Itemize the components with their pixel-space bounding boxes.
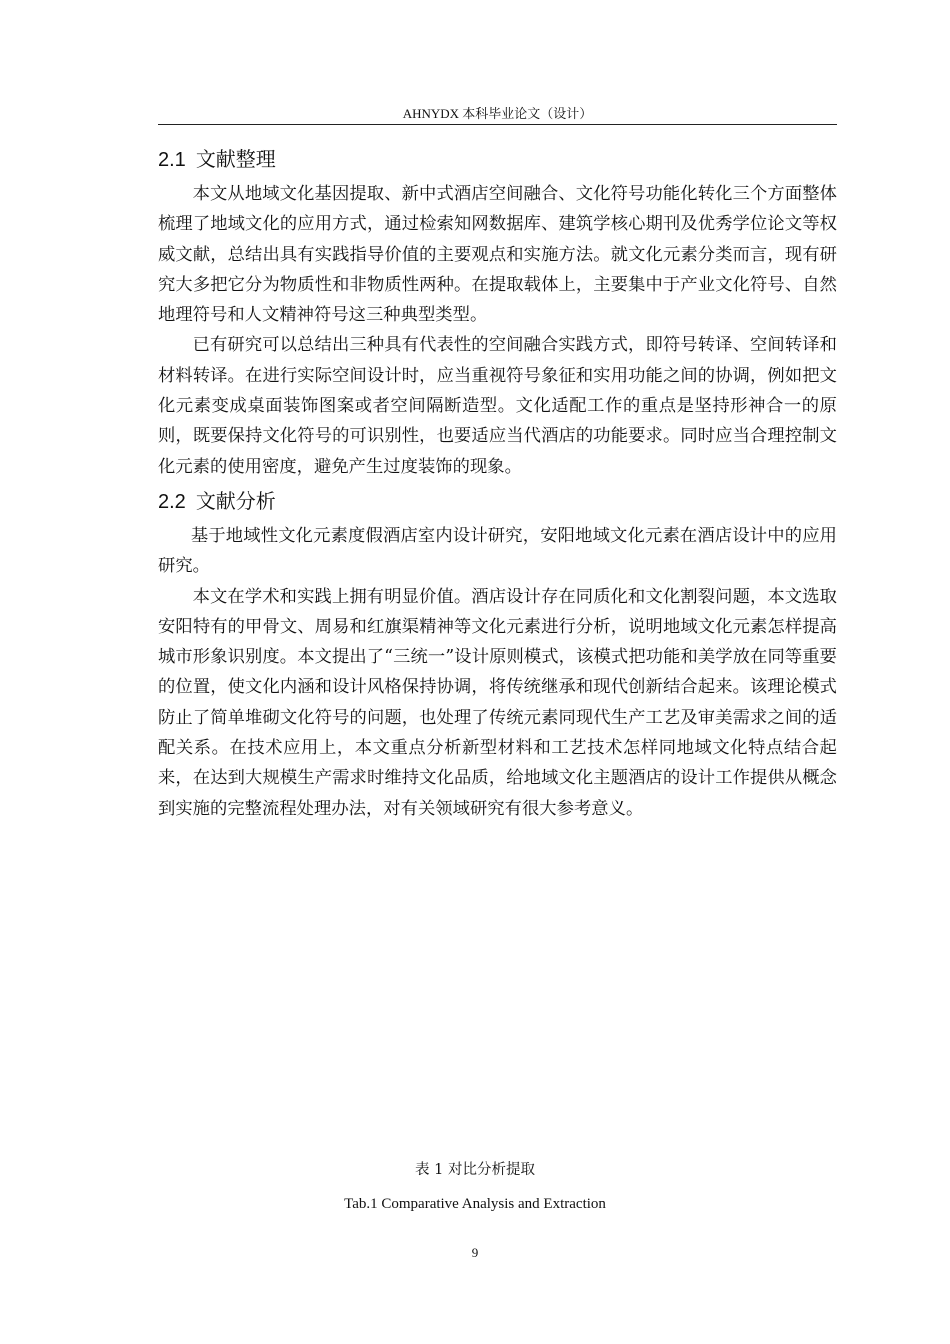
table-caption-chinese: 表 1 对比分析提取 [415, 1162, 535, 1178]
document-body [158, 140, 837, 824]
paragraph: 本文在学术和实践上拥有明显价值。酒店设计存在同质化和文化割裂问题，本文选取安阳特有的甲骨文、周易和红旗渠精神等文化元素进行分析，说明地域文化元素怎样提高城市形象识别度。本文提出了“三统一”设计原则模式，该模式把功能和美学放在同等重要的位置，使文化内涵和设计风格保持协调，将传统继承和现代创新结合起来。该理论模式防止了简单堆砌文化符号的问题，也处理了传统元素同现代生产工艺及审美需求之间的适配关系。在技术应用上，本文重点分析新型材料和工艺技术怎样同地域文化特点结合起来，在达到大规模生产需求时维持文化品质，给地域文化主题酒店的设计工作提供从概念到实施的完整流程处理办法，对有关领域研究有很大参考意义。 [158, 586, 837, 819]
running-header: AHNYDX 本科毕业论文（设计） [402, 106, 593, 121]
section-number: 2.2 [158, 490, 186, 513]
paragraph: 已有研究可以总结出三种具有代表性的空间融合实践方式，即符号转译、空间转译和材料转译。在进行实际空间设计时，应当重视符号象征和实用功能之间的协调，例如把文化元素变成桌面装饰图案或者空间隔断造型。文化适配工作的重点是坚持形神合一的原则，既要保持文化符号的可识别性，也要适应当代酒店的功能要求。同时应当合理控制文化元素的使用密度，避免产生过度装饰的现象。 [158, 335, 837, 477]
paragraph: 基于地域性文化元素度假酒店室内设计研究，安阳地域文化元素在酒店设计中的应用研究。 [158, 525, 837, 577]
section-heading-2-2 [158, 482, 837, 521]
section-heading-2-1 [158, 140, 837, 179]
table-caption-english: Tab.1 Comparative Analysis and Extraction [344, 1196, 606, 1212]
section-title: 文献整理 [195, 147, 276, 171]
header-divider [158, 124, 837, 125]
section-number: 2.1 [158, 149, 186, 171]
section-title: 文献分析 [195, 488, 276, 513]
paragraph: 本文从地域文化基因提取、新中式酒店空间融合、文化符号功能化转化三个方面整体梳理了地域文化的应用方式，通过检索知网数据库、建筑学核心期刊及优秀学位论文等权威文献，总结出具有实践指导价值的主要观点和实施方法。就文化元素分类而言，现有研究大多把它分为物质性和非物质性两种。在提取载体上，主要集中于产业文化符号、自然地理符号和人文精神符号这三种典型类型。 [158, 184, 837, 326]
page-number: 9 [471, 1245, 479, 1260]
